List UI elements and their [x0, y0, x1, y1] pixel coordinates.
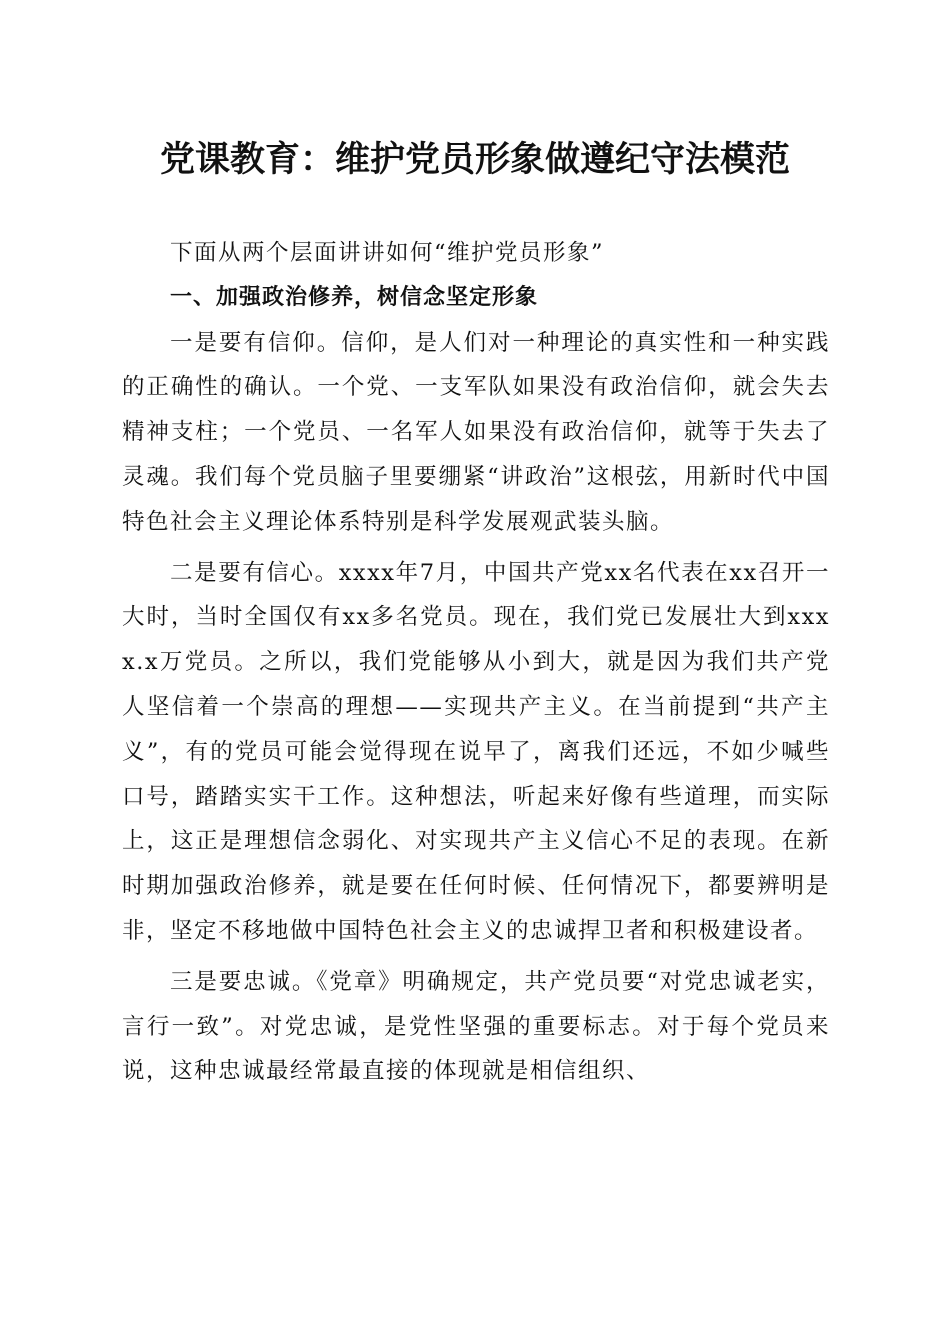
document-body: [122, 231, 830, 1094]
document-title: 党课教育：维护党员形象做遵纪守法模范: [159, 140, 790, 180]
intro-paragraph: 下面从两个层面讲讲如何“维护党员形象”: [170, 240, 605, 266]
section-heading: 一、加强政治修养，树信念坚定形象: [170, 284, 539, 310]
paragraph-belief: 一是要有信仰。信仰，是人们对一种理论的真实性和一种实践的正确性的确认。一个党、一支军队如果没有政治信仰，就会失去精神支柱；一个党员、一名军人如果没有政治信仰，就等于失去了灵魂。我们每个党员脑子里要绷紧“讲政治”这根弦，用新时代中国特色社会主义理论体系特别是科学发展观武装头脑。: [122, 329, 830, 535]
paragraph-confidence: 二是要有信心。xxxx年7月，中国共产党xx名代表在xx召开一大时，当时全国仅有xx多名党员。现在，我们党已发展壮大到xxxx.x万党员。之所以，我们党能够从小到大，就是因为我们共产党人坚信着一个崇高的理想——实现共产主义。在当前提到“共产主义”，有的党员可能会觉得现在说早了，离我们还远，不如少喊些口号，踏踏实实干工作。这种想法，听起来好像有些道理，而实际上，这正是理想信念弱化、对实现共产主义信心不足的表现。在新时期加强政治修养，就是要在任何时候、任何情况下，都要辨明是非，坚定不移地做中国特色社会主义的忠诚捍卫者和积极建设者。: [122, 559, 830, 944]
paragraph-loyalty: 三是要忠诚。《党章》明确规定，共产党员要“对党忠诚老实，言行一致”。对党忠诚，是党性坚强的重要标志。对于每个党员来说，这种忠诚最经常最直接的体现就是相信组织、: [122, 968, 830, 1085]
